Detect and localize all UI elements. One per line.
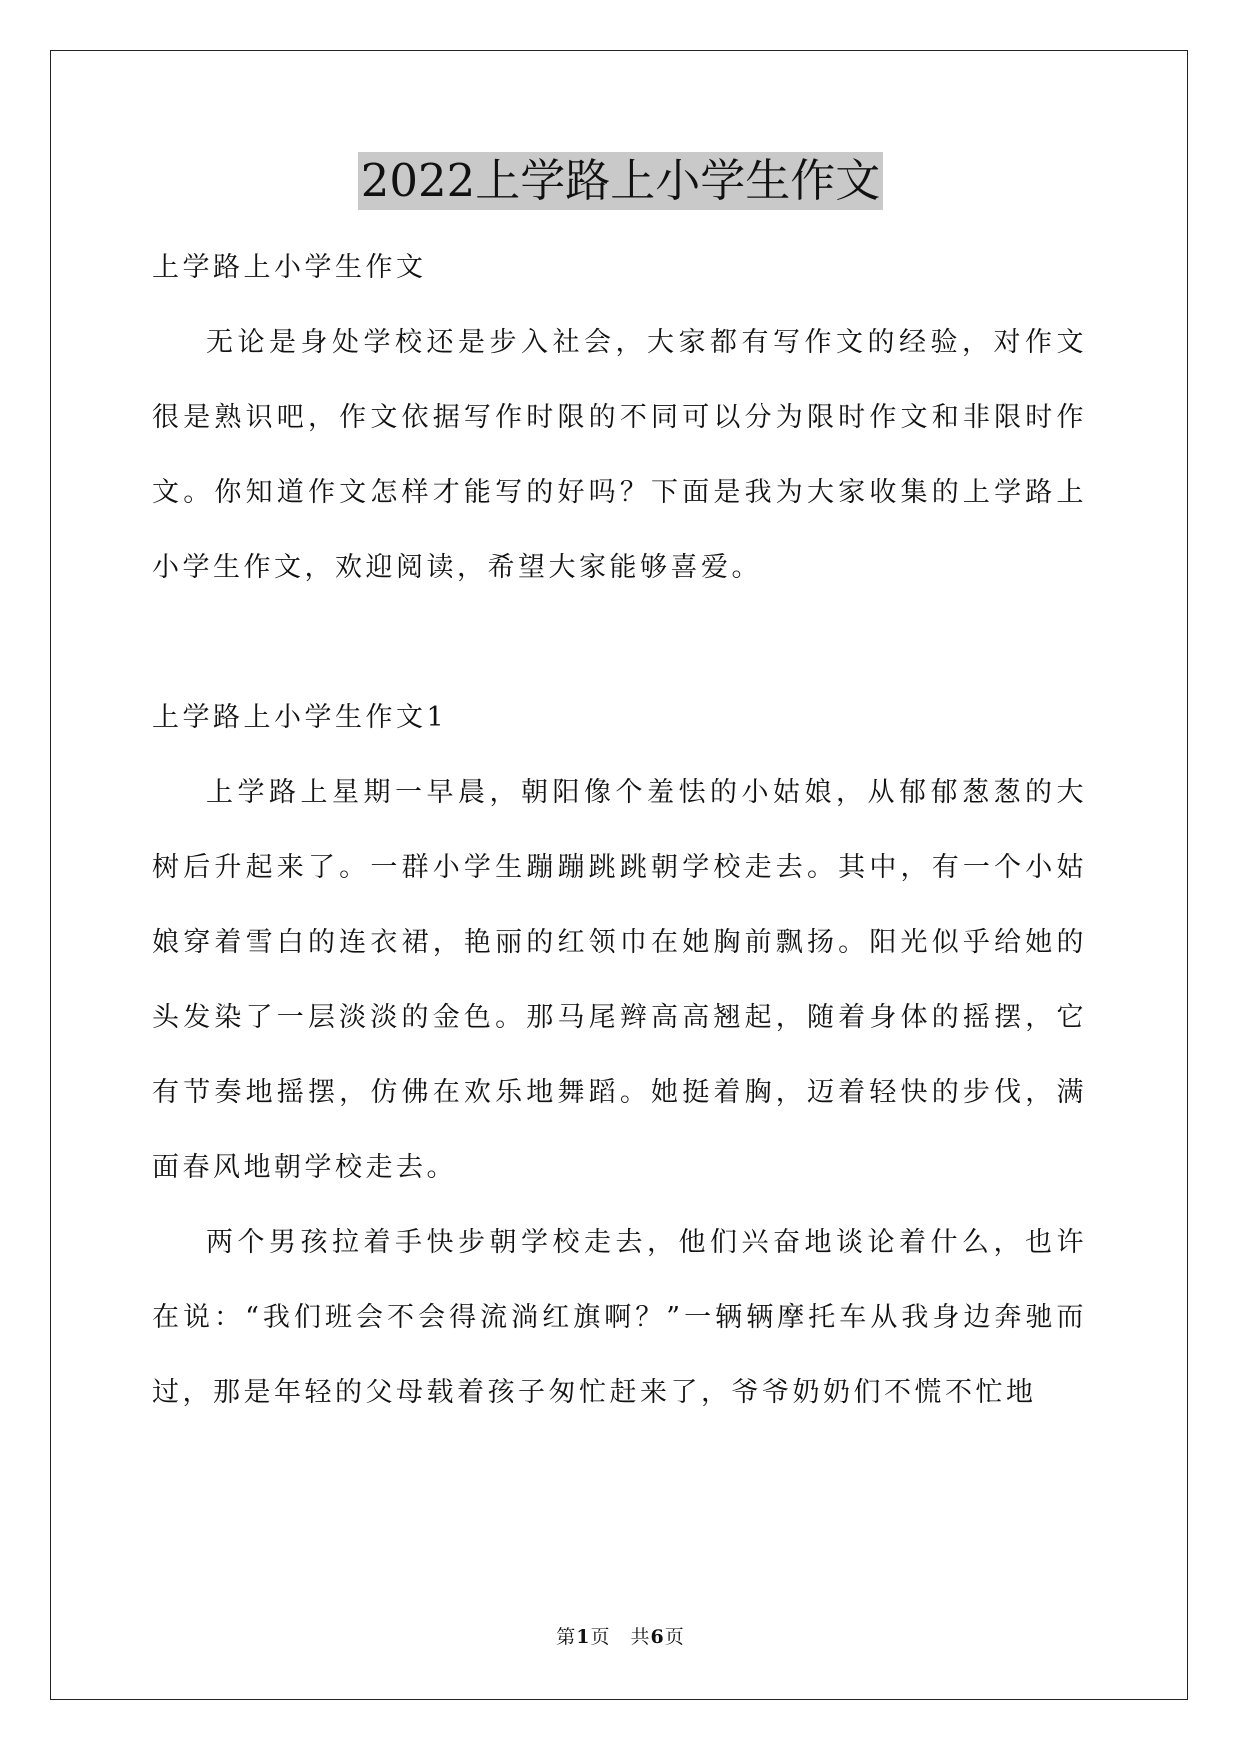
document-body <box>152 230 1087 1430</box>
title-container <box>0 152 1241 210</box>
intro-paragraph: 无论是身处学校还是步入社会，大家都有写作文的经验，对作文很是熟识吧，作文依据写作时限的不同可以分为限时作文和非限时作文。你知道作文怎样才能写的好吗？下面是我为大家收集的上学路上小学生作文，欢迎阅读，希望大家能够喜爱。 <box>152 327 1087 583</box>
current-page-number: 1 <box>576 1626 591 1648</box>
page-label-suffix: 页 <box>664 1626 685 1648</box>
section-heading: 上学路上小学生作文1 <box>152 702 448 733</box>
body-paragraph-2: 两个男孩拉着手快步朝学校走去，他们兴奋地谈论着什么，也许在说：“我们班会不会得流淌红旗啊？”一辆辆摩托车从我身边奔驰而过，那是年轻的父母载着孩子匆忙赶来了，爷爷奶奶们不慌不忙地 <box>152 1227 1087 1408</box>
document-subtitle: 上学路上小学生作文 <box>152 252 427 283</box>
page-label-middle: 页 共 <box>590 1626 651 1648</box>
document-title: 2022上学路上小学生作文 <box>358 152 884 210</box>
body-paragraph-1: 上学路上星期一早晨，朝阳像个羞怯的小姑娘，从郁郁葱葱的大树后升起来了。一群小学生蹦蹦跳跳朝学校走去。其中，有一个小姑娘穿着雪白的连衣裙，艳丽的红领巾在她胸前飘扬。阳光似乎给她的头发染了一层淡淡的金色。那马尾辫高高翘起，随着身体的摇摆，它有节奏地摇摆，仿佛在欢乐地舞蹈。她挺着胸，迈着轻快的步伐，满面春风地朝学校走去。 <box>152 777 1087 1183</box>
paragraph-gap <box>152 605 1087 680</box>
total-page-number: 6 <box>650 1626 665 1648</box>
page-label-prefix: 第 <box>556 1626 577 1648</box>
page-footer <box>0 1625 1241 1649</box>
